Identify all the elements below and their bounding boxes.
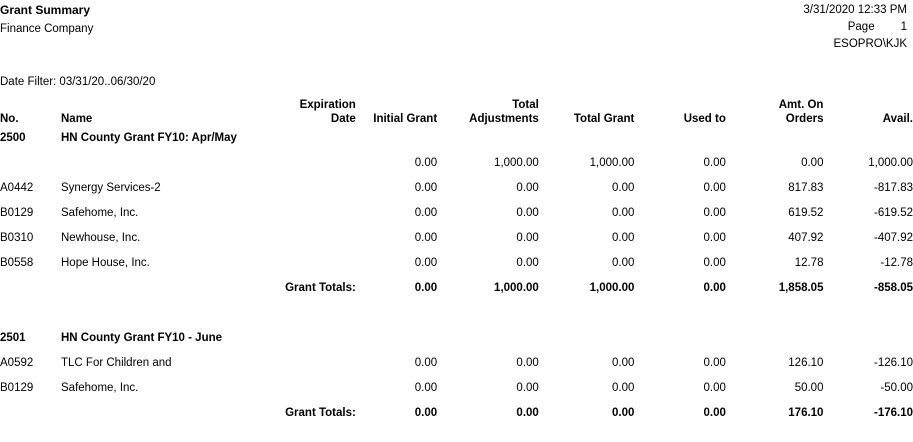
group-amounts-used-to: 0.00: [703, 157, 726, 169]
row-initial-grant: 0.00: [414, 382, 438, 394]
col-header-used-to-label: Used to: [683, 113, 726, 125]
col-header-initial-grant-label: Initial Grant: [373, 113, 438, 125]
row-used-to: 0.00: [703, 232, 726, 244]
row-total-grant: 0.00: [611, 257, 635, 269]
row-avail: -817.83: [873, 182, 913, 194]
row-total-grant: 0.00: [611, 357, 635, 369]
row-avail: -12.78: [880, 257, 913, 269]
row-adjustments: 0.00: [516, 382, 539, 394]
row-amt-on-orders: 619.52: [788, 207, 824, 219]
report-datetime: 3/31/2020 12:33 PM: [803, 4, 907, 16]
col-header-orders: Orders: [785, 113, 824, 125]
row-initial-grant: 0.00: [414, 207, 438, 219]
row-avail: -126.10: [873, 357, 913, 369]
group-totals-total-grant: 1,000.00: [589, 282, 635, 294]
row-used-to: 0.00: [703, 357, 726, 369]
row-used-to: 0.00: [703, 207, 726, 219]
row-amt-on-orders: 126.10: [788, 357, 824, 369]
row-total-grant: 0.00: [611, 182, 635, 194]
col-header-amt-on-orders: [726, 98, 824, 126]
group-title: HN County Grant FY10: Apr/May: [61, 132, 237, 144]
table-body: [0, 126, 913, 426]
row-name: Synergy Services-2: [61, 182, 161, 194]
table-row: [0, 176, 913, 201]
group-no: 2500: [0, 132, 26, 144]
group-totals-avail: -176.10: [873, 407, 913, 419]
row-initial-grant: 0.00: [414, 257, 438, 269]
row-used-to: 0.00: [703, 382, 726, 394]
row-amt-on-orders: 407.92: [788, 232, 824, 244]
table-row: [0, 226, 913, 251]
page-label: Page: [847, 21, 875, 33]
row-amt-on-orders: 817.83: [788, 182, 824, 194]
group-title-row: [0, 326, 913, 351]
row-amt-on-orders: 50.00: [794, 382, 824, 394]
col-header-name: Name: [61, 113, 93, 125]
row-adjustments: 0.00: [516, 357, 539, 369]
col-header-total-adjustments: [437, 98, 539, 126]
grant-summary-table: [0, 98, 913, 426]
row-avail: -619.52: [873, 207, 913, 219]
row-total-grant: 0.00: [611, 232, 635, 244]
group-amounts-total-grant: 1,000.00: [589, 157, 635, 169]
group-amounts-avail: 1,000.00: [868, 157, 913, 169]
table-row: [0, 351, 913, 376]
col-header-total: Total: [512, 99, 539, 111]
row-expiration-date: [244, 376, 356, 401]
row-expiration-date: [244, 201, 356, 226]
row-expiration-date: [244, 251, 356, 276]
date-filter-label: Date Filter: 03/31/20..06/30/20: [0, 76, 156, 88]
col-header-avail-label: Avail.: [882, 113, 913, 125]
row-initial-grant: 0.00: [414, 357, 438, 369]
row-name: Safehome, Inc.: [61, 207, 139, 219]
report-header-right: [803, 2, 907, 53]
row-used-to: 0.00: [703, 182, 726, 194]
row-amt-on-orders: 12.78: [794, 257, 824, 269]
row-avail: -50.00: [880, 382, 913, 394]
page-title: Grant Summary: [0, 3, 91, 17]
group-totals-amt-on-orders: 1,858.05: [778, 282, 824, 294]
row-no: B0310: [0, 232, 34, 244]
group-amounts-row: [0, 151, 913, 176]
row-adjustments: 0.00: [516, 207, 539, 219]
group-expiration-date: [244, 126, 356, 151]
row-total-grant: 0.00: [611, 207, 635, 219]
col-header-amt-on: Amt. On: [778, 99, 824, 111]
group-totals-used-to: 0.00: [703, 282, 726, 294]
group-amounts-expiration-date: [244, 151, 356, 176]
group-totals-initial-grant: 0.00: [414, 282, 438, 294]
row-no: A0442: [0, 182, 34, 194]
group-totals-total-grant: 0.00: [611, 407, 635, 419]
row-no: B0129: [0, 207, 34, 219]
row-expiration-date: [244, 176, 356, 201]
group-totals-row: [0, 401, 913, 426]
col-header-expiration: Expiration: [299, 99, 356, 111]
report-header-left: [0, 2, 93, 38]
table-header: [0, 98, 913, 126]
col-header-adjustments: Adjustments: [469, 113, 539, 125]
col-header-total-grant: [539, 98, 635, 126]
row-used-to: 0.00: [703, 257, 726, 269]
group-totals-label: Grant Totals:: [285, 282, 356, 294]
row-avail: -407.92: [873, 232, 913, 244]
row-no: B0129: [0, 382, 34, 394]
table-row: [0, 201, 913, 226]
row-initial-grant: 0.00: [414, 232, 438, 244]
group-totals-adjustments: 0.00: [516, 407, 539, 419]
group-totals-amt-on-orders: 176.10: [788, 407, 824, 419]
group-amounts-adjustments: 1,000.00: [494, 157, 539, 169]
row-name: Safehome, Inc.: [61, 382, 139, 394]
page-indicator: [803, 19, 907, 36]
group-totals-used-to: 0.00: [703, 407, 726, 419]
row-expiration-date: [244, 226, 356, 251]
group-totals-label: Grant Totals:: [285, 407, 356, 419]
col-header-initial-grant: [356, 98, 437, 126]
row-name: Newhouse, Inc.: [61, 232, 141, 244]
row-expiration-date: [244, 351, 356, 376]
table-row: [0, 251, 913, 276]
group-title-row: [0, 126, 913, 151]
col-header-total-grant-label: Total Grant: [573, 113, 635, 125]
group-totals-avail: -858.05: [873, 282, 913, 294]
group-totals-adjustments: 1,000.00: [494, 282, 539, 294]
group-totals-initial-grant: 0.00: [414, 407, 438, 419]
row-adjustments: 0.00: [516, 257, 539, 269]
company-name: Finance Company: [0, 23, 94, 35]
row-adjustments: 0.00: [516, 232, 539, 244]
col-header-used-to: [634, 98, 726, 126]
page-number: 1: [900, 21, 907, 33]
row-initial-grant: 0.00: [414, 182, 438, 194]
row-no: A0592: [0, 357, 34, 369]
group-amounts-initial-grant: 0.00: [414, 157, 438, 169]
col-header-date: Date: [330, 113, 356, 125]
table-header-row: [0, 98, 913, 126]
col-header-expiration-date: [244, 98, 356, 126]
group-spacer-row: [0, 301, 913, 326]
group-no: 2501: [0, 332, 26, 344]
row-name: Hope House, Inc.: [61, 257, 150, 269]
group-title: HN County Grant FY10 - June: [61, 332, 223, 344]
row-total-grant: 0.00: [611, 382, 635, 394]
group-amounts-amt-on-orders: 0.00: [801, 157, 824, 169]
col-header-no: No.: [0, 113, 19, 125]
group-totals-row: [0, 276, 913, 301]
user-name: ESOPRO\KJK: [833, 38, 907, 50]
row-name: TLC For Children and: [61, 357, 172, 369]
row-no: B0558: [0, 257, 34, 269]
report-header: [0, 0, 913, 62]
row-adjustments: 0.00: [516, 182, 539, 194]
table-row: [0, 376, 913, 401]
col-header-avail: [823, 98, 913, 126]
